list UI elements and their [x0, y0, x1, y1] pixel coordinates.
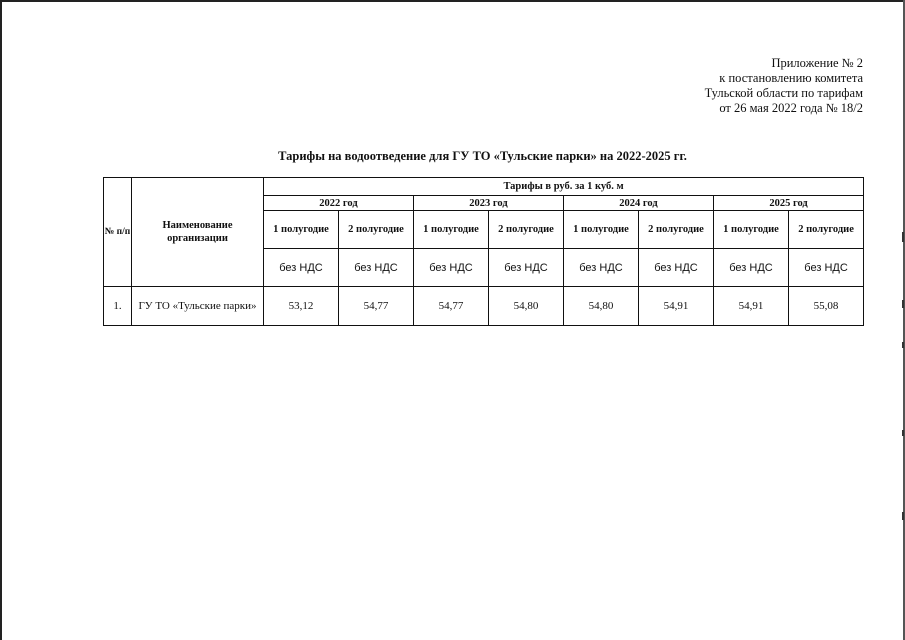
header-half: 1 полугодие [414, 211, 489, 249]
tariff-value: 54,91 [639, 287, 714, 326]
header-half: 1 полугодие [564, 211, 639, 249]
appendix-line: от 26 мая 2022 года № 18/2 [719, 101, 863, 115]
tariff-value: 54,91 [714, 287, 789, 326]
header-half: 1 полугодие [264, 211, 339, 249]
header-vat: без НДС [489, 249, 564, 287]
header-half: 2 полугодие [339, 211, 414, 249]
scan-mark [902, 430, 904, 436]
table-row [104, 287, 864, 326]
header-num: № п/п [104, 178, 132, 287]
row-org: ГУ ТО «Тульские парки» [132, 287, 264, 326]
tariff-value: 54,77 [414, 287, 489, 326]
scan-mark [902, 342, 904, 348]
header-year: 2023 год [414, 196, 564, 211]
appendix-line: Тульской области по тарифам [704, 86, 863, 100]
header-year: 2024 год [564, 196, 714, 211]
row-num: 1. [104, 287, 132, 326]
header-vat: без НДС [264, 249, 339, 287]
page-edge-top [0, 0, 905, 2]
header-vat: без НДС [639, 249, 714, 287]
header-vat: без НДС [414, 249, 489, 287]
header-year: 2025 год [714, 196, 864, 211]
document-title: Тарифы на водоотведение для ГУ ТО «Тульские парки» на 2022-2025 гг. [278, 149, 687, 163]
appendix-line: Приложение № 2 [771, 56, 863, 70]
tariff-value: 53,12 [264, 287, 339, 326]
header-tariffs: Тарифы в руб. за 1 куб. м [264, 178, 864, 196]
tariff-value: 54,80 [489, 287, 564, 326]
header-vat: без НДС [564, 249, 639, 287]
tariff-value: 54,77 [339, 287, 414, 326]
header-vat: без НДС [714, 249, 789, 287]
scan-mark [902, 300, 904, 308]
scan-mark [902, 232, 904, 242]
header-half: 2 полугодие [789, 211, 864, 249]
header-half: 2 полугодие [639, 211, 714, 249]
page-edge-left [0, 0, 2, 640]
header-org: Наименование организации [132, 178, 264, 287]
tariffs-table [103, 177, 864, 326]
appendix-line: к постановлению комитета [719, 71, 863, 85]
appendix-block [705, 56, 863, 116]
header-year: 2022 год [264, 196, 414, 211]
header-half: 1 полугодие [714, 211, 789, 249]
tariff-value: 54,80 [564, 287, 639, 326]
header-half: 2 полугодие [489, 211, 564, 249]
scan-mark [902, 512, 904, 520]
header-vat: без НДС [789, 249, 864, 287]
header-vat: без НДС [339, 249, 414, 287]
tariff-value: 55,08 [789, 287, 864, 326]
